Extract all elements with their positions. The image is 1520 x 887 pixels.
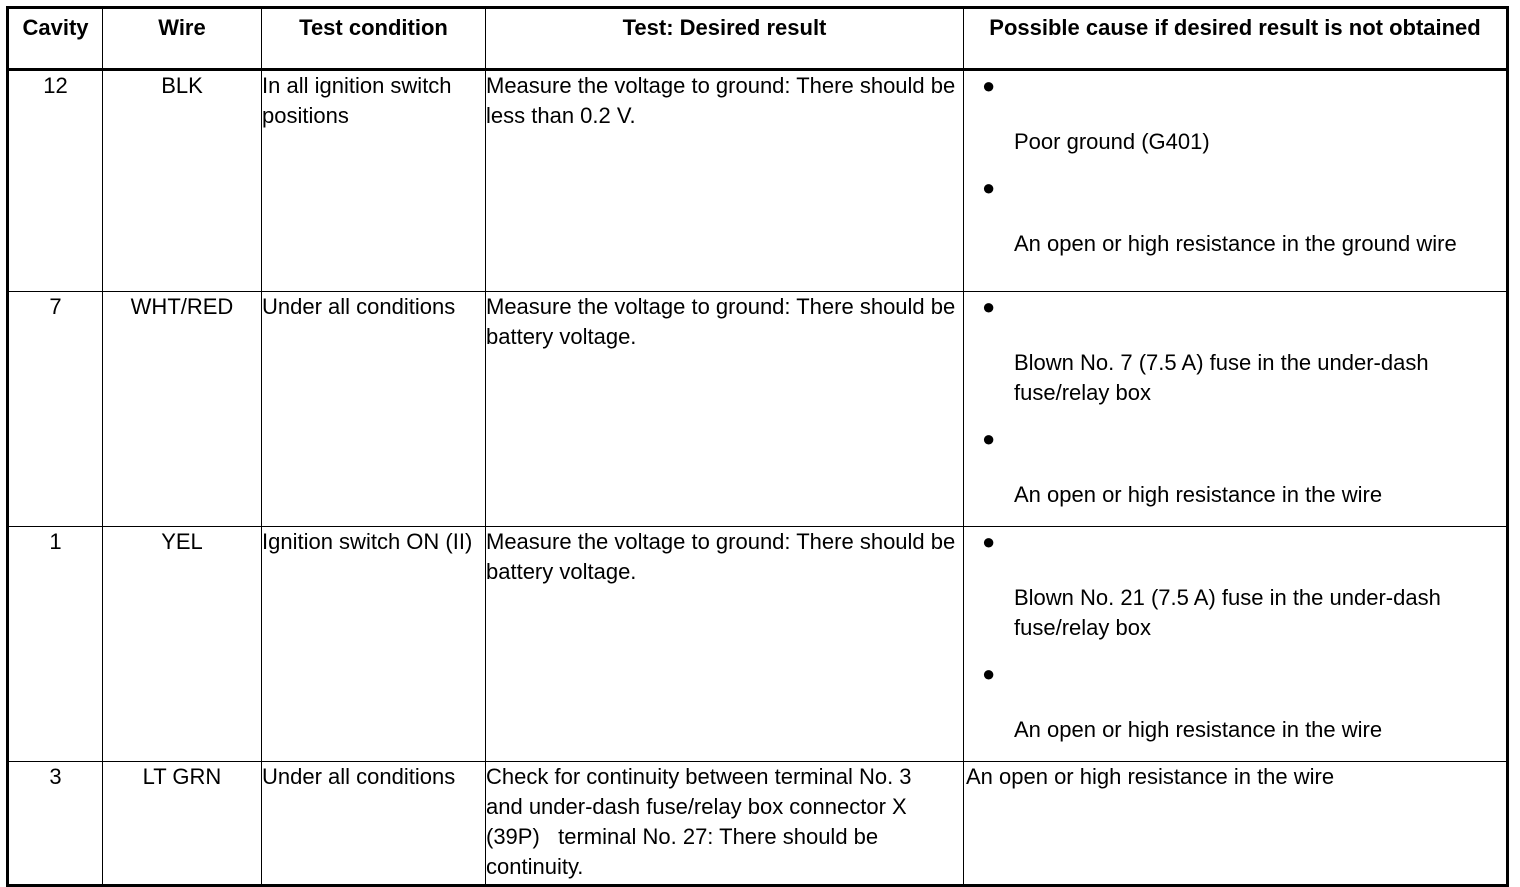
cause-item <box>964 173 1506 259</box>
table-row <box>8 292 1508 527</box>
header-possible-cause: Possible cause if desired result is not obtained <box>964 8 1508 70</box>
wire-cell: YEL <box>103 527 262 762</box>
bullet-icon: ● <box>982 529 996 554</box>
possible-cause-cell <box>964 762 1508 886</box>
cavity-cell: 1 <box>8 527 103 762</box>
header-test-condition: Test condition <box>262 8 486 70</box>
cause-text: An open or high resistance in the wire <box>966 764 1335 789</box>
cause-text: Blown No. 21 (7.5 A) fuse in the under-dash fuse/relay box <box>1014 585 1441 640</box>
cause-text: An open or high resistance in the wire <box>1014 717 1383 742</box>
wire-cell: LT GRN <box>103 762 262 886</box>
header-row <box>8 8 1508 70</box>
bullet-icon: ● <box>982 175 996 200</box>
possible-cause-cell <box>964 70 1508 292</box>
diagnostic-table <box>6 6 1509 887</box>
cause-text: An open or high resistance in the wire <box>1014 482 1383 507</box>
bullet-icon: ● <box>982 426 996 451</box>
desired-result-cell: Measure the voltage to ground: There should be battery voltage. <box>486 527 964 762</box>
cause-text: An open or high resistance in the ground wire <box>1014 231 1457 256</box>
header-wire: Wire <box>103 8 262 70</box>
test-condition-cell: In all ignition switch positions <box>262 70 486 292</box>
cavity-cell: 3 <box>8 762 103 886</box>
desired-result-cell: Measure the voltage to ground: There should be battery voltage. <box>486 292 964 527</box>
cause-text: Blown No. 7 (7.5 A) fuse in the under-dash fuse/relay box <box>1014 350 1429 405</box>
cause-item <box>964 424 1506 510</box>
cause-item <box>964 527 1506 643</box>
possible-cause-cell <box>964 292 1508 527</box>
cause-item <box>964 71 1506 157</box>
table-row <box>8 527 1508 762</box>
bullet-icon: ● <box>982 661 996 686</box>
bullet-icon: ● <box>982 73 996 98</box>
desired-result-cell: Check for continuity between terminal No. 3 and under-dash fuse/relay box connector X (39P) terminal No. 27: There should be continuity. <box>486 762 964 886</box>
test-condition-cell: Under all conditions <box>262 292 486 527</box>
bullet-icon: ● <box>982 294 996 319</box>
test-condition-cell: Under all conditions <box>262 762 486 886</box>
header-desired-result: Test: Desired result <box>486 8 964 70</box>
table-row <box>8 70 1508 292</box>
cavity-cell: 12 <box>8 70 103 292</box>
header-cavity: Cavity <box>8 8 103 70</box>
possible-cause-cell <box>964 527 1508 762</box>
cause-text: Poor ground (G401) <box>1014 129 1210 154</box>
cavity-cell: 7 <box>8 292 103 527</box>
table-row <box>8 762 1508 886</box>
cause-item <box>964 292 1506 408</box>
wire-cell: BLK <box>103 70 262 292</box>
test-condition-cell: Ignition switch ON (II) <box>262 527 486 762</box>
wire-cell: WHT/RED <box>103 292 262 527</box>
desired-result-cell: Measure the voltage to ground: There should be less than 0.2 V. <box>486 70 964 292</box>
cause-item <box>964 659 1506 745</box>
